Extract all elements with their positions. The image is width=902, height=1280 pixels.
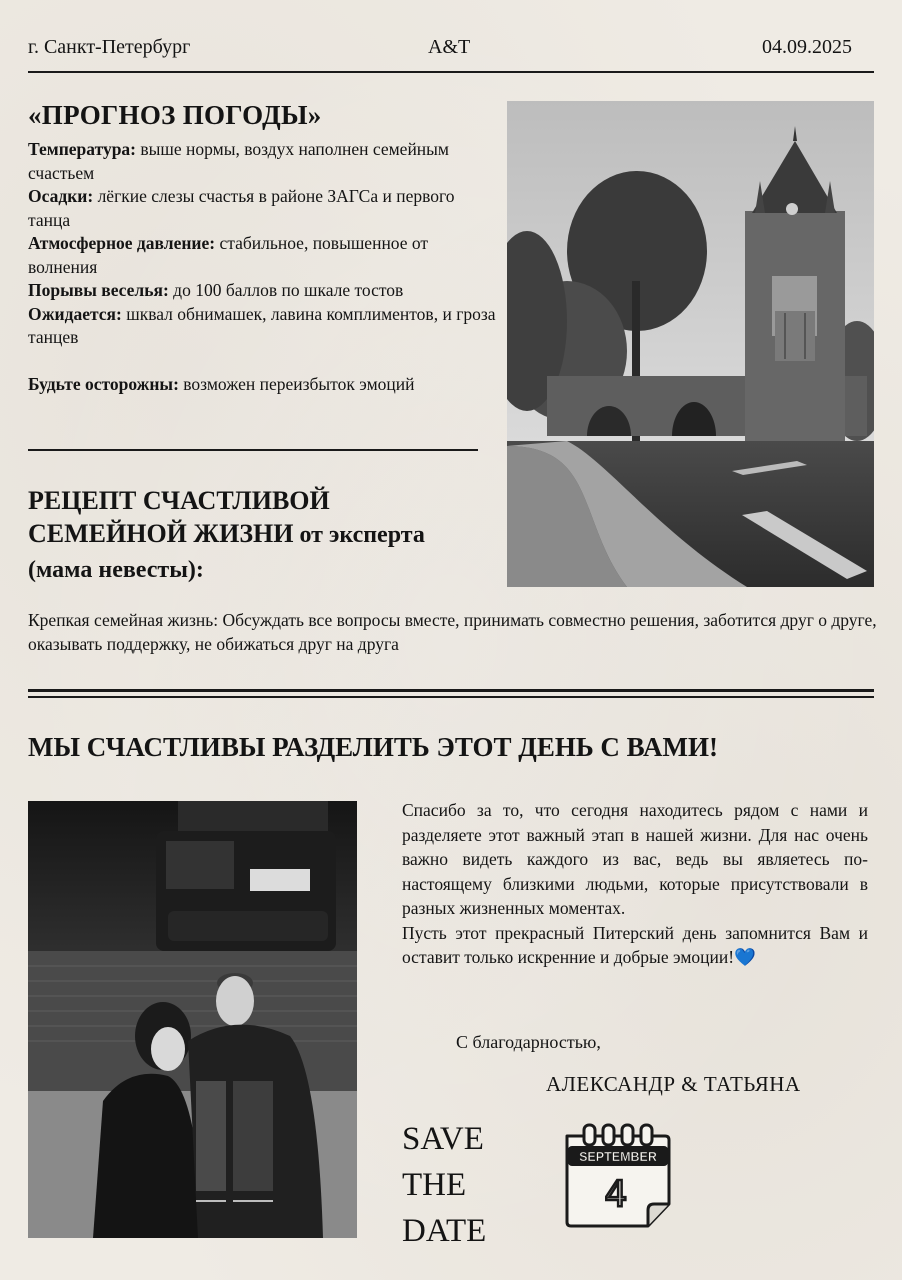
weather-item (28, 303, 498, 350)
recipe-title (28, 484, 448, 587)
weather-item-label: Ожидается: (28, 303, 122, 324)
weather-warning-text: возможен переизбыток эмоций (178, 373, 415, 394)
recipe-title-main: РЕЦЕПТ СЧАСТЛИВОЙ СЕМЕЙНОЙ ЖИЗНИ (28, 486, 330, 548)
chesme-tower-photo (507, 101, 874, 587)
tower-illustration (507, 101, 874, 587)
calendar-day: 4 (604, 1174, 628, 1215)
weather-item (28, 232, 498, 279)
weather-item-text: выше нормы, воздух наполнен семейным счастьем (28, 139, 450, 183)
weather-item (28, 185, 498, 232)
weather-item (28, 138, 498, 185)
weather-item-text: лёгкие слезы счастья в районе ЗАГСа и первого танца (28, 186, 455, 230)
calendar-month: SEPTEMBER (579, 1150, 657, 1164)
weather-item-label: Осадки: (28, 186, 94, 206)
recipe-text: Крепкая семейная жизнь: Обсуждать все вопросы вместе, принимать совместно решения, заботится друг о друге, оказывать поддержку, не обижаться друг на друга (28, 610, 877, 654)
weather-forecast (28, 138, 498, 396)
signoff: С благодарностью, (456, 1032, 601, 1052)
header-city: г. Санкт-Петербург (28, 36, 191, 58)
thanks-message (402, 798, 868, 970)
calendar-graphic (562, 1122, 672, 1230)
save-the-date-line: THE (402, 1167, 467, 1203)
weather-item-text: стабильное, повышенное от волнения (28, 233, 429, 277)
double-rule-bottom (28, 696, 874, 698)
thanks-paragraph: Пусть этот прекрасный Питерский день запомнится Вам и оставит только искренние и добрые эмоции!💙 (402, 922, 868, 967)
header-divider (28, 71, 874, 73)
calendar-icon (562, 1122, 672, 1235)
header-initials: A&T (428, 36, 471, 58)
recipe-title-expert: от эксперта (мама невесты): (28, 522, 425, 583)
couple-photo (28, 801, 357, 1238)
section-divider (28, 449, 478, 451)
weather-warning (28, 373, 498, 397)
weather-item-label: Температура: (28, 139, 136, 159)
weather-item-label: Порывы веселья: (28, 280, 169, 300)
save-the-date (402, 1116, 486, 1254)
save-the-date-line: DATE (402, 1213, 487, 1249)
weather-item-text: до 100 баллов по шкале тостов (168, 280, 404, 300)
weather-warning-label: Будьте осторожны: (28, 373, 179, 394)
weather-title: «ПРОГНОЗ ПОГОДЫ» (28, 100, 322, 130)
couple-names: АЛЕКСАНДР & ТАТЬЯНА (546, 1072, 801, 1096)
thanks-paragraph: Спасибо за то, что сегодня находитесь рядом с нами и разделяете этот важный этап в нашей жизни. Для нас очень важно видеть каждого из вас, ведь вы являетесь по-настоящему близкими людьми, которые присутствовали в разных жизненных моментах. (402, 800, 868, 918)
weather-item-text: шквал обнимашек, лавина комплиментов, и гроза танцев (28, 303, 496, 347)
weather-item (28, 279, 498, 303)
happy-heading: МЫ СЧАСТЛИВЫ РАЗДЕЛИТЬ ЭТОТ ДЕНЬ С ВАМИ! (28, 732, 718, 762)
header-date: 04.09.2025 (762, 36, 852, 58)
arena-illustration (28, 801, 357, 1238)
weather-item-label: Атмосферное давление: (28, 233, 216, 253)
save-the-date-line: SAVE (402, 1121, 484, 1157)
double-rule-top (28, 689, 874, 692)
